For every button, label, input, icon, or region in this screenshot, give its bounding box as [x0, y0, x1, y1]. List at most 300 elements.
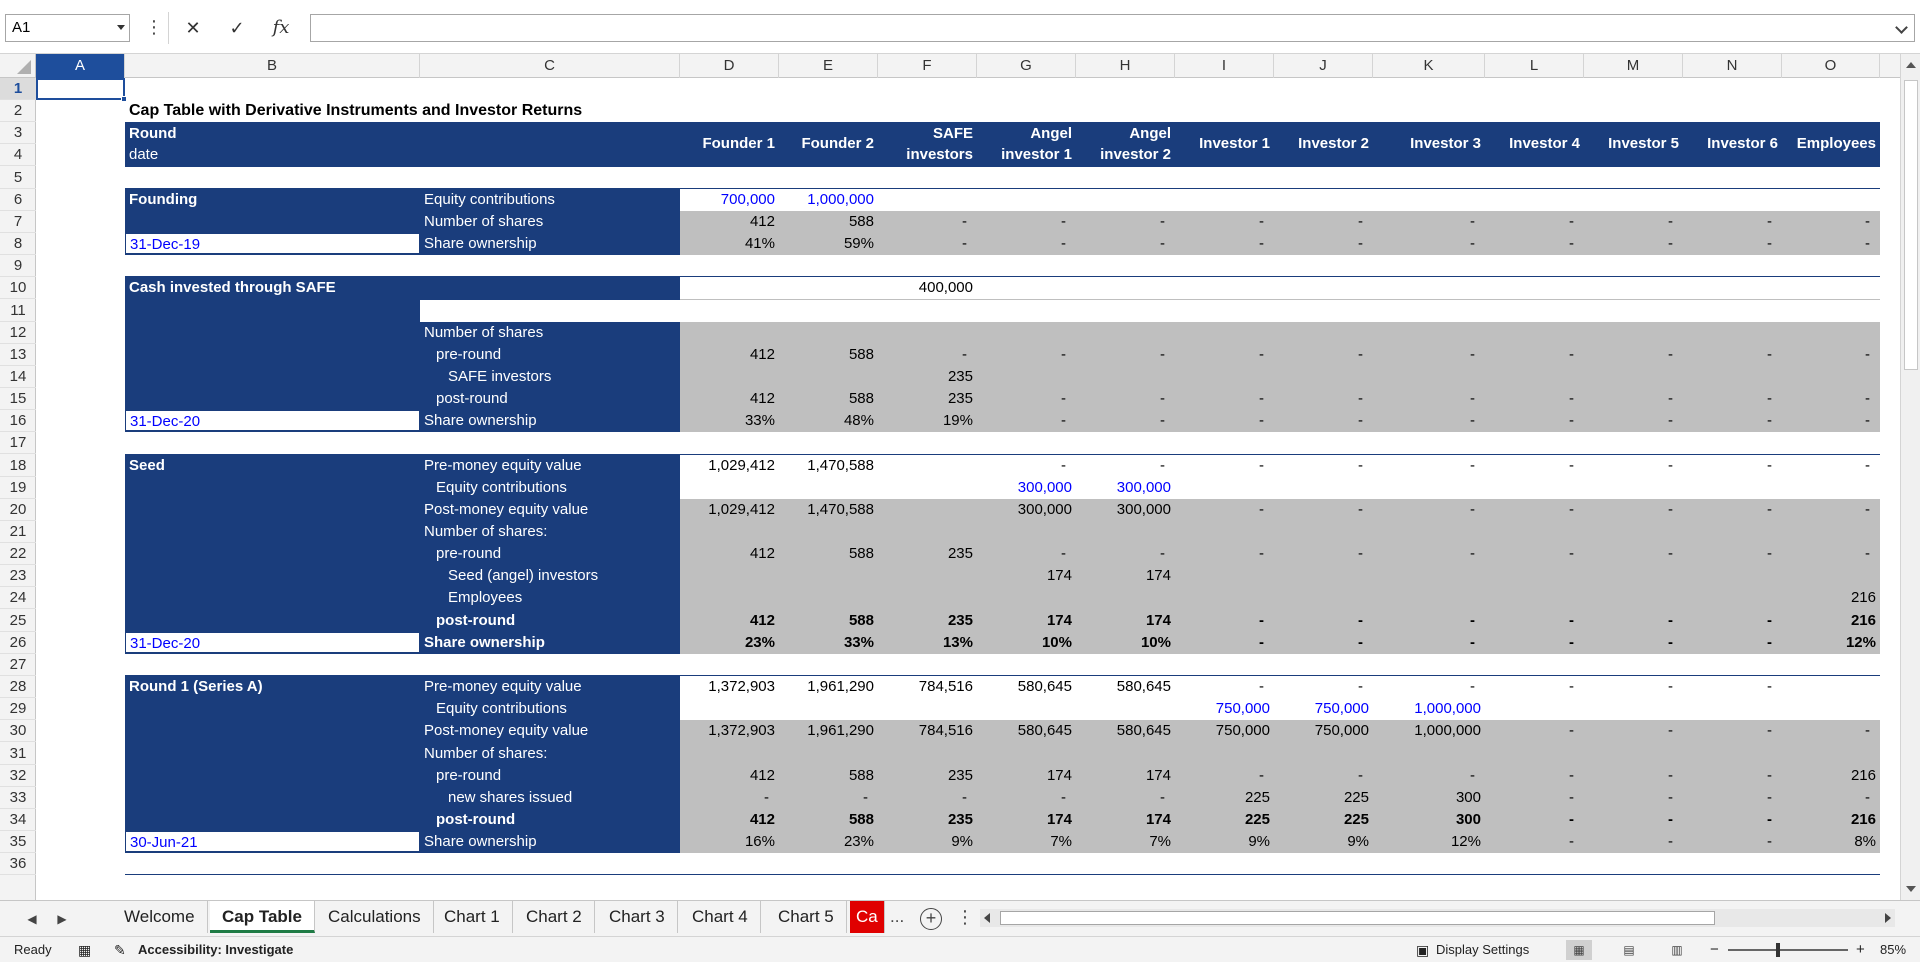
seed-value-cell[interactable]: - [1259, 500, 1264, 518]
tab-chart-4[interactable]: Chart 4 [680, 901, 761, 933]
tab-ca[interactable]: Ca [850, 901, 885, 933]
header-col-2-line2[interactable]: Founder 2 [801, 135, 874, 153]
seed-value-cell[interactable]: - [1865, 500, 1870, 518]
round1-row-label[interactable]: Post-money equity value [424, 722, 589, 740]
round1-value-cell[interactable]: 16% [744, 833, 775, 851]
round1-value-cell[interactable]: - [1767, 766, 1772, 784]
round1-value-cell[interactable]: - [1569, 810, 1574, 828]
row-header-1[interactable]: 1 [0, 78, 36, 100]
row-header-20[interactable]: 20 [0, 499, 36, 521]
founding-value-cell[interactable]: - [1569, 212, 1574, 230]
seed-value-cell[interactable]: 174 [1145, 611, 1171, 629]
row-header-8[interactable]: 8 [0, 233, 36, 255]
founding-value-cell[interactable]: - [1668, 235, 1673, 253]
seed-value-cell[interactable]: - [1569, 611, 1574, 629]
selected-cell-a1[interactable] [36, 78, 125, 100]
safe-section-name[interactable]: Cash invested through SAFE [129, 279, 336, 297]
round1-value-cell[interactable]: - [1358, 766, 1363, 784]
header-col-5-line2[interactable]: investor 2 [1100, 146, 1171, 164]
zoom-level[interactable]: 85% [1880, 942, 1907, 957]
safe-value-cell[interactable]: 235 [947, 367, 973, 385]
scroll-up-icon[interactable] [1906, 62, 1916, 68]
round1-row-label[interactable]: Equity contributions [436, 700, 567, 718]
safe-value-cell[interactable]: 588 [848, 390, 874, 408]
round1-value-cell[interactable]: - [1470, 678, 1475, 696]
header-col-4-line1[interactable]: Angel [1030, 125, 1072, 143]
seed-value-cell[interactable]: 1,029,412 [708, 456, 775, 474]
row-header-6[interactable]: 6 [0, 189, 36, 211]
safe-value-cell[interactable]: 412 [749, 390, 775, 408]
seed-value-cell[interactable]: - [1160, 456, 1165, 474]
safe-value-cell[interactable]: - [1569, 412, 1574, 430]
founding-value-cell[interactable]: - [1767, 212, 1772, 230]
seed-value-cell[interactable]: 1,470,588 [807, 456, 874, 474]
seed-value-cell[interactable]: - [1767, 456, 1772, 474]
safe-value-cell[interactable]: - [1259, 390, 1264, 408]
founding-value-cell[interactable]: 41% [744, 235, 775, 253]
seed-value-cell[interactable]: - [1668, 456, 1673, 474]
column-header-c[interactable]: C [420, 54, 680, 78]
scroll-left-icon[interactable] [984, 913, 990, 923]
round1-value-cell[interactable]: 225 [1343, 810, 1369, 828]
seed-value-cell[interactable]: - [1061, 456, 1066, 474]
seed-value-cell[interactable]: - [1767, 611, 1772, 629]
seed-value-cell[interactable]: - [1470, 633, 1475, 651]
row-header-14[interactable]: 14 [0, 366, 36, 388]
header-col-1-line2[interactable]: Founder 1 [702, 135, 775, 153]
sheet-title[interactable]: Cap Table with Derivative Instruments and Investor Returns [129, 102, 583, 120]
round1-value-cell[interactable]: - [1668, 722, 1673, 740]
founding-value-cell[interactable]: - [1470, 212, 1475, 230]
tab-menu-icon[interactable]: ⋮ [956, 907, 974, 927]
round1-value-cell[interactable]: - [1569, 722, 1574, 740]
founding-section-name[interactable]: Founding [129, 190, 198, 208]
round1-value-cell[interactable]: 12% [1450, 833, 1481, 851]
seed-value-cell[interactable]: 174 [1046, 611, 1072, 629]
tab-next-icon[interactable]: ▶ [57, 912, 67, 926]
seed-value-cell[interactable]: 412 [749, 611, 775, 629]
seed-row-label[interactable]: Employees [448, 589, 523, 607]
round1-value-cell[interactable]: - [1668, 810, 1673, 828]
header-col-5-line1[interactable]: Angel [1129, 125, 1171, 143]
safe-row-label[interactable]: Number of shares [424, 323, 544, 341]
cancel-icon[interactable]: ✕ [185, 18, 201, 38]
seed-value-cell[interactable]: 13% [942, 633, 973, 651]
founding-row-label[interactable]: Number of shares [424, 212, 544, 230]
round1-value-cell[interactable]: - [1061, 788, 1066, 806]
column-header-o[interactable]: O [1782, 54, 1880, 78]
seed-row-label[interactable]: Seed (angel) investors [448, 567, 599, 585]
safe-value-cell[interactable]: - [1259, 345, 1264, 363]
function-icon[interactable]: fx [272, 17, 290, 38]
seed-value-cell[interactable]: 588 [848, 545, 874, 563]
round1-value-cell[interactable]: 8% [1854, 833, 1876, 851]
round1-value-cell[interactable]: 580,645 [1116, 722, 1171, 740]
seed-value-cell[interactable]: 300,000 [1017, 500, 1072, 518]
column-header-j[interactable]: J [1274, 54, 1373, 78]
safe-value-cell[interactable]: 48% [843, 412, 874, 430]
round1-value-cell[interactable]: 588 [848, 810, 874, 828]
header-round-label[interactable]: Round [129, 125, 177, 143]
seed-value-cell[interactable]: 1,470,588 [807, 500, 874, 518]
more-tabs-ellipsis[interactable]: ... [890, 907, 905, 926]
seed-value-cell[interactable]: - [1865, 545, 1870, 563]
seed-value-cell[interactable]: - [1569, 545, 1574, 563]
safe-value-cell[interactable]: 235 [947, 390, 973, 408]
vertical-scrollbar[interactable] [1900, 54, 1920, 900]
seed-value-cell[interactable]: - [1470, 500, 1475, 518]
page-layout-view-icon[interactable]: ▤ [1623, 943, 1635, 957]
scroll-right-icon[interactable] [1885, 913, 1891, 923]
seed-value-cell[interactable]: - [1767, 545, 1772, 563]
seed-value-cell[interactable]: - [1259, 633, 1264, 651]
tab-chart-1[interactable]: Chart 1 [432, 901, 513, 933]
seed-value-cell[interactable]: - [1470, 611, 1475, 629]
seed-value-cell[interactable]: - [1160, 545, 1165, 563]
round1-value-cell[interactable]: 412 [749, 766, 775, 784]
seed-value-cell[interactable]: - [1259, 545, 1264, 563]
safe-value-cell[interactable]: - [1767, 390, 1772, 408]
row-header-12[interactable]: 12 [0, 322, 36, 344]
seed-value-cell[interactable]: - [1358, 456, 1363, 474]
display-settings-button[interactable]: Display Settings [1436, 942, 1530, 957]
round1-value-cell[interactable]: 300 [1455, 810, 1481, 828]
founding-value-cell[interactable]: - [1569, 235, 1574, 253]
round1-value-cell[interactable]: 1,372,903 [708, 678, 775, 696]
normal-view-icon[interactable]: ▦ [1566, 940, 1592, 960]
founding-value-cell[interactable]: 59% [843, 235, 874, 253]
tab-welcome[interactable]: Welcome [112, 901, 208, 933]
founding-value-cell[interactable]: - [962, 212, 967, 230]
round1-value-cell[interactable]: 235 [947, 766, 973, 784]
row-header-15[interactable]: 15 [0, 388, 36, 410]
safe-value-cell[interactable]: - [1061, 390, 1066, 408]
formula-input[interactable] [310, 14, 1915, 42]
seed-value-cell[interactable]: - [1668, 633, 1673, 651]
safe-cash-value[interactable]: 400,000 [918, 279, 973, 297]
safe-value-cell[interactable]: 19% [942, 412, 973, 430]
header-col-7-line2[interactable]: Investor 2 [1298, 135, 1369, 153]
safe-value-cell[interactable]: - [1061, 345, 1066, 363]
safe-value-cell[interactable]: - [1470, 412, 1475, 430]
founding-date[interactable]: 31-Dec-19 [125, 233, 420, 254]
round1-value-cell[interactable]: 580,645 [1017, 678, 1072, 696]
row-header-24[interactable]: 24 [0, 587, 36, 609]
round1-value-cell[interactable]: 174 [1145, 810, 1171, 828]
page-break-view-icon[interactable]: ▥ [1671, 943, 1683, 957]
round1-value-cell[interactable]: - [1767, 833, 1772, 851]
row-header-36[interactable]: 36 [0, 853, 36, 875]
tab-cap-table[interactable]: Cap Table [210, 901, 315, 933]
round1-value-cell[interactable]: 7% [1149, 833, 1171, 851]
row-header-18[interactable]: 18 [0, 455, 36, 477]
header-col-9-line2[interactable]: Investor 4 [1509, 135, 1580, 153]
round1-value-cell[interactable]: 9% [951, 833, 973, 851]
seed-value-cell[interactable]: - [1569, 633, 1574, 651]
row-header-22[interactable]: 22 [0, 543, 36, 565]
round1-value-cell[interactable]: - [1569, 833, 1574, 851]
seed-value-cell[interactable]: - [1470, 545, 1475, 563]
safe-value-cell[interactable]: - [1358, 390, 1363, 408]
round1-value-cell[interactable]: 750,000 [1314, 700, 1369, 718]
name-box[interactable] [5, 14, 130, 42]
founding-value-cell[interactable]: 588 [848, 212, 874, 230]
column-header-k[interactable]: K [1373, 54, 1485, 78]
round1-value-cell[interactable]: 225 [1244, 788, 1270, 806]
round1-value-cell[interactable]: 225 [1244, 810, 1270, 828]
round1-value-cell[interactable]: 784,516 [918, 722, 973, 740]
row-header-2[interactable]: 2 [0, 100, 36, 122]
add-sheet-icon[interactable]: + [920, 908, 942, 930]
accessibility-icon[interactable]: ✎ [114, 942, 126, 958]
safe-value-cell[interactable]: - [1160, 390, 1165, 408]
horizontal-scrollbar[interactable] [980, 909, 1895, 927]
hscroll-thumb[interactable] [1000, 911, 1715, 925]
round1-value-cell[interactable]: - [1668, 788, 1673, 806]
seed-row-label[interactable]: Post-money equity value [424, 500, 589, 518]
founding-value-cell[interactable]: 1,000,000 [807, 190, 874, 208]
seed-value-cell[interactable]: - [1259, 456, 1264, 474]
round1-value-cell[interactable]: 1,961,290 [807, 678, 874, 696]
founding-value-cell[interactable]: - [1160, 212, 1165, 230]
column-header-h[interactable]: H [1076, 54, 1175, 78]
round1-row-label[interactable]: Share ownership [424, 833, 537, 851]
safe-value-cell[interactable]: 33% [744, 412, 775, 430]
seed-value-cell[interactable]: 174 [1145, 567, 1171, 585]
seed-row-label[interactable]: Pre-money equity value [424, 456, 582, 474]
row-header-4[interactable]: 4 [0, 144, 36, 166]
safe-value-cell[interactable]: - [1865, 412, 1870, 430]
check-icon[interactable]: ✓ [229, 18, 245, 38]
seed-value-cell[interactable]: - [1668, 500, 1673, 518]
header-col-11-line2[interactable]: Investor 6 [1707, 135, 1778, 153]
seed-value-cell[interactable]: 216 [1850, 589, 1876, 607]
column-header-b[interactable]: B [125, 54, 420, 78]
seed-date[interactable]: 31-Dec-20 [125, 632, 420, 653]
round1-value-cell[interactable]: - [1767, 722, 1772, 740]
founding-row-label[interactable]: Share ownership [424, 235, 537, 253]
round1-value-cell[interactable]: 174 [1046, 810, 1072, 828]
seed-row-label[interactable]: Equity contributions [436, 478, 567, 496]
safe-value-cell[interactable]: 412 [749, 345, 775, 363]
seed-value-cell[interactable]: - [1259, 611, 1264, 629]
round1-value-cell[interactable]: 235 [947, 810, 973, 828]
row-header-28[interactable]: 28 [0, 676, 36, 698]
accessibility-status[interactable]: Accessibility: Investigate [138, 942, 294, 957]
seed-value-cell[interactable]: - [1358, 500, 1363, 518]
round1-value-cell[interactable]: 750,000 [1215, 700, 1270, 718]
seed-value-cell[interactable]: 10% [1041, 633, 1072, 651]
column-header-n[interactable]: N [1683, 54, 1782, 78]
round1-row-label[interactable]: Number of shares: [424, 744, 548, 762]
round1-value-cell[interactable]: 7% [1050, 833, 1072, 851]
round1-value-cell[interactable]: - [1865, 722, 1870, 740]
safe-row-label[interactable]: Share ownership [424, 412, 537, 430]
safe-value-cell[interactable]: - [962, 345, 967, 363]
seed-value-cell[interactable]: 12% [1845, 633, 1876, 651]
row-header-26[interactable]: 26 [0, 632, 36, 654]
round1-value-cell[interactable]: 174 [1046, 766, 1072, 784]
tab-chart-3[interactable]: Chart 3 [597, 901, 678, 933]
seed-value-cell[interactable]: 33% [843, 633, 874, 651]
column-header-l[interactable]: L [1485, 54, 1584, 78]
seed-value-cell[interactable]: 216 [1850, 611, 1876, 629]
seed-value-cell[interactable]: 588 [848, 611, 874, 629]
macro-record-icon[interactable]: ▦ [78, 942, 92, 958]
round1-value-cell[interactable]: 412 [749, 810, 775, 828]
seed-value-cell[interactable]: - [1668, 545, 1673, 563]
seed-row-label[interactable]: Number of shares: [424, 523, 548, 540]
seed-value-cell[interactable]: - [1865, 456, 1870, 474]
safe-value-cell[interactable]: - [1668, 412, 1673, 430]
seed-value-cell[interactable]: 1,029,412 [708, 500, 775, 518]
round1-value-cell[interactable]: 1,000,000 [1414, 700, 1481, 718]
more-options-icon[interactable]: ⋮ [145, 17, 163, 37]
header-col-10-line2[interactable]: Investor 5 [1608, 135, 1679, 153]
seed-value-cell[interactable]: 300,000 [1017, 478, 1072, 496]
round1-value-cell[interactable]: - [1358, 678, 1363, 696]
safe-value-cell[interactable]: - [1358, 345, 1363, 363]
round1-value-cell[interactable]: - [1259, 678, 1264, 696]
column-header-g[interactable]: G [977, 54, 1076, 78]
founding-value-cell[interactable]: - [1865, 235, 1870, 253]
zoom-in-icon[interactable]: + [1856, 941, 1865, 958]
safe-value-cell[interactable]: - [1569, 390, 1574, 408]
round1-value-cell[interactable]: - [1470, 766, 1475, 784]
round1-value-cell[interactable]: 588 [848, 766, 874, 784]
header-col-12-line2[interactable]: Employees [1796, 135, 1876, 153]
row-header-19[interactable]: 19 [0, 477, 36, 499]
safe-value-cell[interactable]: - [1865, 390, 1870, 408]
row-header-7[interactable]: 7 [0, 211, 36, 233]
safe-value-cell[interactable]: - [1358, 412, 1363, 430]
round1-value-cell[interactable]: - [962, 788, 967, 806]
select-all-button[interactable] [0, 54, 36, 78]
safe-value-cell[interactable]: - [1470, 345, 1475, 363]
expand-formula-icon[interactable] [1895, 21, 1908, 34]
round1-value-cell[interactable]: - [1259, 766, 1264, 784]
safe-row-label[interactable]: post-round [436, 390, 508, 408]
row-header-16[interactable]: 16 [0, 410, 36, 432]
row-header-29[interactable]: 29 [0, 698, 36, 720]
row-header-5[interactable]: 5 [0, 167, 36, 189]
round1-value-cell[interactable]: 1,372,903 [708, 722, 775, 740]
seed-value-cell[interactable]: - [1470, 456, 1475, 474]
round1-row-label[interactable]: post-round [436, 810, 516, 828]
fill-handle[interactable] [121, 96, 127, 102]
row-header-17[interactable]: 17 [0, 432, 36, 454]
round1-value-cell[interactable]: 9% [1347, 833, 1369, 851]
round1-value-cell[interactable]: - [1668, 678, 1673, 696]
founding-value-cell[interactable]: - [1358, 235, 1363, 253]
row-header-23[interactable]: 23 [0, 565, 36, 587]
safe-value-cell[interactable]: - [1160, 345, 1165, 363]
seed-value-cell[interactable]: 412 [749, 545, 775, 563]
founding-value-cell[interactable]: 412 [749, 212, 775, 230]
round1-value-cell[interactable]: - [764, 788, 769, 806]
founding-value-cell[interactable]: - [1160, 235, 1165, 253]
founding-row-label[interactable]: Equity contributions [424, 190, 555, 208]
scroll-thumb[interactable] [1904, 80, 1918, 370]
safe-value-cell[interactable]: - [1470, 390, 1475, 408]
row-header-32[interactable]: 32 [0, 765, 36, 787]
chevron-down-icon[interactable] [117, 25, 125, 30]
round1-row-label[interactable]: pre-round [436, 766, 502, 784]
header-col-3-line2[interactable]: investors [906, 146, 973, 164]
seed-value-cell[interactable]: - [1358, 611, 1363, 629]
seed-value-cell[interactable]: 300,000 [1116, 500, 1171, 518]
seed-value-cell[interactable]: - [1767, 633, 1772, 651]
seed-value-cell[interactable]: - [1569, 456, 1574, 474]
safe-value-cell[interactable]: - [1865, 345, 1870, 363]
column-header-d[interactable]: D [680, 54, 779, 78]
seed-value-cell[interactable]: 235 [947, 611, 973, 629]
scroll-down-icon[interactable] [1906, 886, 1916, 892]
round1-value-cell[interactable]: - [1569, 766, 1574, 784]
founding-value-cell[interactable]: - [962, 235, 967, 253]
seed-value-cell[interactable]: 235 [947, 545, 973, 563]
row-header-34[interactable]: 34 [0, 809, 36, 831]
row-header-21[interactable]: 21 [0, 521, 36, 543]
column-header-f[interactable]: F [878, 54, 977, 78]
row-header-30[interactable]: 30 [0, 720, 36, 742]
seed-value-cell[interactable]: - [1569, 500, 1574, 518]
round1-value-cell[interactable]: - [1767, 788, 1772, 806]
safe-value-cell[interactable]: - [1668, 345, 1673, 363]
round1-value-cell[interactable]: 300 [1455, 788, 1481, 806]
header-col-3-line1[interactable]: SAFE [932, 125, 973, 143]
safe-date[interactable]: 31-Dec-20 [125, 410, 420, 431]
seed-value-cell[interactable]: - [1668, 611, 1673, 629]
round1-value-cell[interactable]: - [1160, 788, 1165, 806]
round1-value-cell[interactable]: 784,516 [918, 678, 973, 696]
tab-calculations[interactable]: Calculations [316, 901, 434, 933]
row-header-31[interactable]: 31 [0, 743, 36, 765]
safe-value-cell[interactable]: - [1767, 345, 1772, 363]
seed-value-cell[interactable]: - [1061, 545, 1066, 563]
row-header-11[interactable]: 11 [0, 300, 36, 322]
safe-row-label[interactable]: pre-round [436, 345, 502, 363]
zoom-out-icon[interactable]: − [1710, 941, 1719, 958]
safe-value-cell[interactable]: - [1259, 412, 1264, 430]
round1-value-cell[interactable]: - [1668, 766, 1673, 784]
round1-value-cell[interactable]: 1,961,290 [807, 722, 874, 740]
founding-value-cell[interactable]: - [1259, 235, 1264, 253]
round1-value-cell[interactable]: 750,000 [1314, 722, 1369, 740]
round1-value-cell[interactable]: 216 [1850, 766, 1876, 784]
founding-value-cell[interactable]: - [1767, 235, 1772, 253]
header-col-4-line2[interactable]: investor 1 [1001, 146, 1072, 164]
safe-value-cell[interactable]: - [1767, 412, 1772, 430]
round1-section-name[interactable]: Round 1 (Series A) [129, 678, 263, 696]
founding-value-cell[interactable]: - [1865, 212, 1870, 230]
founding-value-cell[interactable]: - [1061, 212, 1066, 230]
column-header-e[interactable]: E [779, 54, 878, 78]
safe-value-cell[interactable]: - [1668, 390, 1673, 408]
round1-value-cell[interactable]: 750,000 [1215, 722, 1270, 740]
seed-row-label[interactable]: pre-round [436, 545, 502, 563]
tab-chart-2[interactable]: Chart 2 [514, 901, 595, 933]
seed-value-cell[interactable]: 174 [1046, 567, 1072, 585]
round1-value-cell[interactable]: 1,000,000 [1414, 722, 1481, 740]
row-header-9[interactable]: 9 [0, 255, 36, 277]
zoom-slider[interactable] [1728, 949, 1848, 951]
safe-value-cell[interactable]: - [1569, 345, 1574, 363]
row-header-35[interactable]: 35 [0, 831, 36, 853]
round1-value-cell[interactable]: 580,645 [1116, 678, 1171, 696]
worksheet-grid[interactable] [36, 78, 1900, 900]
founding-value-cell[interactable]: - [1358, 212, 1363, 230]
